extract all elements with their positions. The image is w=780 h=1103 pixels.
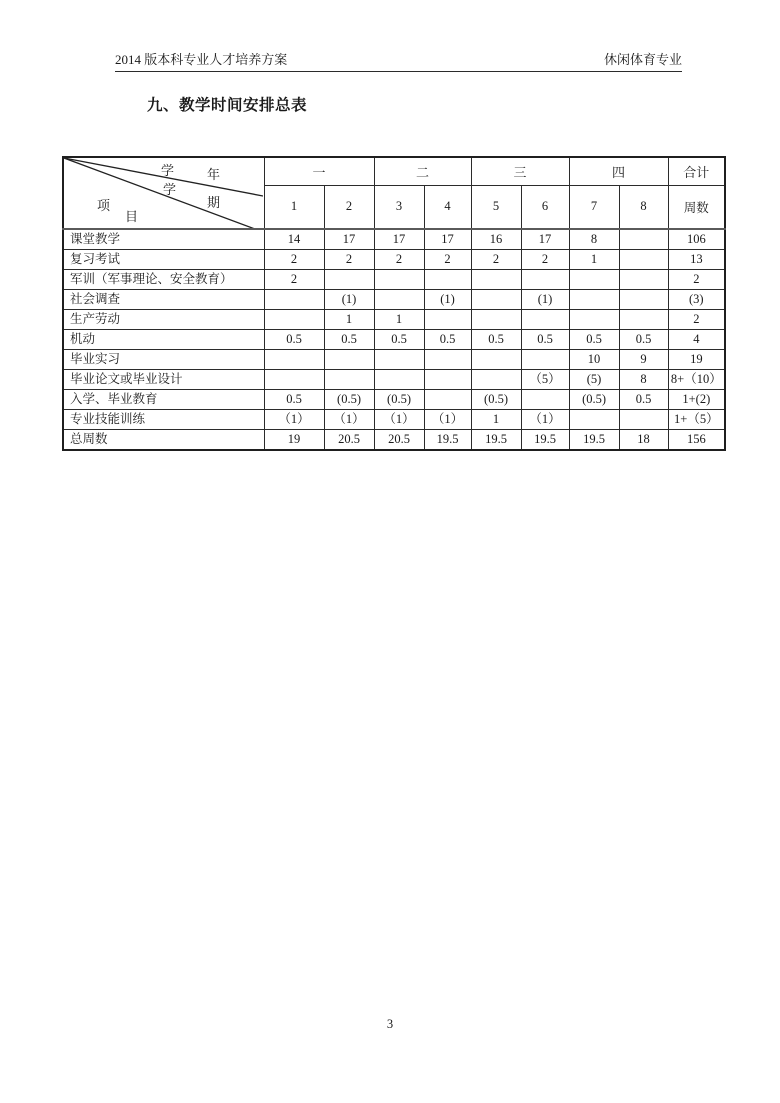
corner-year-char: 学 bbox=[161, 163, 175, 178]
table-cell: 14 bbox=[264, 229, 324, 250]
table-cell: (1) bbox=[424, 290, 471, 310]
table-cell bbox=[471, 310, 521, 330]
table-row bbox=[63, 270, 725, 290]
year-group-header: 四 bbox=[569, 157, 668, 185]
row-label: 复习考试 bbox=[63, 250, 264, 270]
table-cell: (0.5) bbox=[374, 390, 424, 410]
semester-header: 2 bbox=[324, 185, 374, 229]
table-cell: 8 bbox=[569, 229, 619, 250]
table-cell bbox=[619, 229, 668, 250]
row-label: 机动 bbox=[63, 330, 264, 350]
table-cell: （1） bbox=[264, 410, 324, 430]
table-row bbox=[63, 410, 725, 430]
table-cell: 106 bbox=[668, 229, 725, 250]
weeks-header: 周数 bbox=[668, 185, 725, 229]
semester-header: 1 bbox=[264, 185, 324, 229]
table-cell: 2 bbox=[471, 250, 521, 270]
year-group-header: 二 bbox=[374, 157, 471, 185]
table-cell bbox=[424, 310, 471, 330]
table-cell bbox=[424, 270, 471, 290]
table-cell: 20.5 bbox=[324, 430, 374, 451]
row-label: 课堂教学 bbox=[63, 229, 264, 250]
table-cell: (3) bbox=[668, 290, 725, 310]
table-cell bbox=[521, 270, 569, 290]
table-row bbox=[63, 250, 725, 270]
table-cell bbox=[264, 350, 324, 370]
table-cell: 19.5 bbox=[521, 430, 569, 451]
table-cell: 0.5 bbox=[471, 330, 521, 350]
semester-header: 3 bbox=[374, 185, 424, 229]
table-cell: 1 bbox=[569, 250, 619, 270]
year-group-header: 三 bbox=[471, 157, 569, 185]
page-number: 3 bbox=[386, 1017, 394, 1031]
table-cell: (1) bbox=[324, 290, 374, 310]
row-label: 军训（军事理论、安全教育） bbox=[63, 270, 264, 290]
table-row bbox=[63, 370, 725, 390]
table-cell: 156 bbox=[668, 430, 725, 451]
table-cell: 1 bbox=[471, 410, 521, 430]
semester-header: 7 bbox=[569, 185, 619, 229]
table-cell bbox=[569, 410, 619, 430]
table-cell bbox=[569, 270, 619, 290]
table-cell bbox=[619, 290, 668, 310]
table-cell: 8+（10） bbox=[668, 370, 725, 390]
table-cell: 18 bbox=[619, 430, 668, 451]
row-label: 生产劳动 bbox=[63, 310, 264, 330]
row-label: 毕业实习 bbox=[63, 350, 264, 370]
semester-header: 4 bbox=[424, 185, 471, 229]
table-cell: 19.5 bbox=[424, 430, 471, 451]
table-cell: 0.5 bbox=[424, 330, 471, 350]
table-cell bbox=[264, 370, 324, 390]
table-row bbox=[63, 390, 725, 410]
table-cell: 0.5 bbox=[619, 330, 668, 350]
table-cell: （1） bbox=[521, 410, 569, 430]
table-cell bbox=[471, 370, 521, 390]
table-cell bbox=[264, 290, 324, 310]
table-cell bbox=[424, 370, 471, 390]
table-cell: 2 bbox=[374, 250, 424, 270]
semester-header: 8 bbox=[619, 185, 668, 229]
corner-item-char: 项 bbox=[97, 198, 111, 213]
row-label: 社会调查 bbox=[63, 290, 264, 310]
table-cell bbox=[374, 350, 424, 370]
table-cell: 17 bbox=[324, 229, 374, 250]
table-cell: （5） bbox=[521, 370, 569, 390]
table-cell: 2 bbox=[668, 270, 725, 290]
table-cell: 0.5 bbox=[619, 390, 668, 410]
table-cell: 19 bbox=[264, 430, 324, 451]
table-cell: 19 bbox=[668, 350, 725, 370]
table-cell: 2 bbox=[521, 250, 569, 270]
table-cell bbox=[471, 350, 521, 370]
header-left-text: 2014 版本科专业人才培养方案 bbox=[115, 52, 288, 67]
table-cell: （1） bbox=[324, 410, 374, 430]
table-cell: (1) bbox=[521, 290, 569, 310]
corner-item-char: 目 bbox=[125, 209, 139, 224]
table-cell bbox=[374, 270, 424, 290]
table-cell bbox=[521, 350, 569, 370]
table-cell: 1 bbox=[374, 310, 424, 330]
table-cell: 1 bbox=[324, 310, 374, 330]
schedule-table bbox=[62, 156, 726, 451]
table-row bbox=[63, 350, 725, 370]
table-cell: （1） bbox=[424, 410, 471, 430]
table-cell bbox=[569, 310, 619, 330]
table-cell: 20.5 bbox=[374, 430, 424, 451]
table-header-row-groups bbox=[63, 157, 725, 185]
table-cell bbox=[424, 350, 471, 370]
row-label: 总周数 bbox=[63, 430, 264, 451]
year-group-header: 一 bbox=[264, 157, 374, 185]
table-cell: 16 bbox=[471, 229, 521, 250]
table-cell bbox=[324, 370, 374, 390]
row-label: 入学、毕业教育 bbox=[63, 390, 264, 410]
page-header bbox=[115, 52, 682, 72]
semester-header: 6 bbox=[521, 185, 569, 229]
table-row bbox=[63, 310, 725, 330]
semester-header: 5 bbox=[471, 185, 521, 229]
table-cell bbox=[471, 290, 521, 310]
corner-term-char: 期 bbox=[207, 195, 221, 210]
table-cell: 1+（5） bbox=[668, 410, 725, 430]
table-cell: 0.5 bbox=[264, 330, 324, 350]
table-cell bbox=[521, 310, 569, 330]
table-cell bbox=[324, 270, 374, 290]
table-cell bbox=[619, 410, 668, 430]
row-label: 专业技能训练 bbox=[63, 410, 264, 430]
table-cell: 17 bbox=[424, 229, 471, 250]
table-cell: (0.5) bbox=[471, 390, 521, 410]
table-cell: 19.5 bbox=[471, 430, 521, 451]
table-cell: 1+(2) bbox=[668, 390, 725, 410]
header-right-text: 休闲体育专业 bbox=[603, 52, 682, 67]
table-cell: 2 bbox=[264, 250, 324, 270]
corner-cell bbox=[63, 157, 264, 229]
table-cell bbox=[619, 270, 668, 290]
table-cell bbox=[619, 310, 668, 330]
table-cell bbox=[569, 290, 619, 310]
table-cell bbox=[424, 390, 471, 410]
table-cell: 0.5 bbox=[374, 330, 424, 350]
table-cell: (0.5) bbox=[324, 390, 374, 410]
total-header: 合计 bbox=[668, 157, 725, 185]
table-cell: 17 bbox=[521, 229, 569, 250]
section-title: 九、教学时间安排总表 bbox=[147, 97, 308, 114]
table-row bbox=[63, 290, 725, 310]
table-cell: 19.5 bbox=[569, 430, 619, 451]
table-row bbox=[63, 330, 725, 350]
table-cell: 2 bbox=[324, 250, 374, 270]
table-cell bbox=[471, 270, 521, 290]
table-cell: 9 bbox=[619, 350, 668, 370]
table-cell: 4 bbox=[668, 330, 725, 350]
table-cell: 2 bbox=[424, 250, 471, 270]
table-cell bbox=[374, 290, 424, 310]
corner-term-char: 学 bbox=[163, 182, 177, 197]
table-cell: 2 bbox=[264, 270, 324, 290]
table-cell: （1） bbox=[374, 410, 424, 430]
corner-year-char: 年 bbox=[207, 167, 221, 182]
table-cell: (0.5) bbox=[569, 390, 619, 410]
table-row bbox=[63, 430, 725, 451]
table-cell: 0.5 bbox=[264, 390, 324, 410]
table-cell bbox=[324, 350, 374, 370]
table-row bbox=[63, 229, 725, 250]
table-cell: 0.5 bbox=[324, 330, 374, 350]
table-cell: 17 bbox=[374, 229, 424, 250]
table-cell: 0.5 bbox=[521, 330, 569, 350]
table-cell bbox=[264, 310, 324, 330]
table-cell: 13 bbox=[668, 250, 725, 270]
row-label: 毕业论文或毕业设计 bbox=[63, 370, 264, 390]
table-cell: 2 bbox=[668, 310, 725, 330]
table-cell bbox=[619, 250, 668, 270]
table-cell bbox=[374, 370, 424, 390]
table-cell: 8 bbox=[619, 370, 668, 390]
table-cell: (5) bbox=[569, 370, 619, 390]
table-cell bbox=[521, 390, 569, 410]
table-cell: 10 bbox=[569, 350, 619, 370]
table-cell: 0.5 bbox=[569, 330, 619, 350]
